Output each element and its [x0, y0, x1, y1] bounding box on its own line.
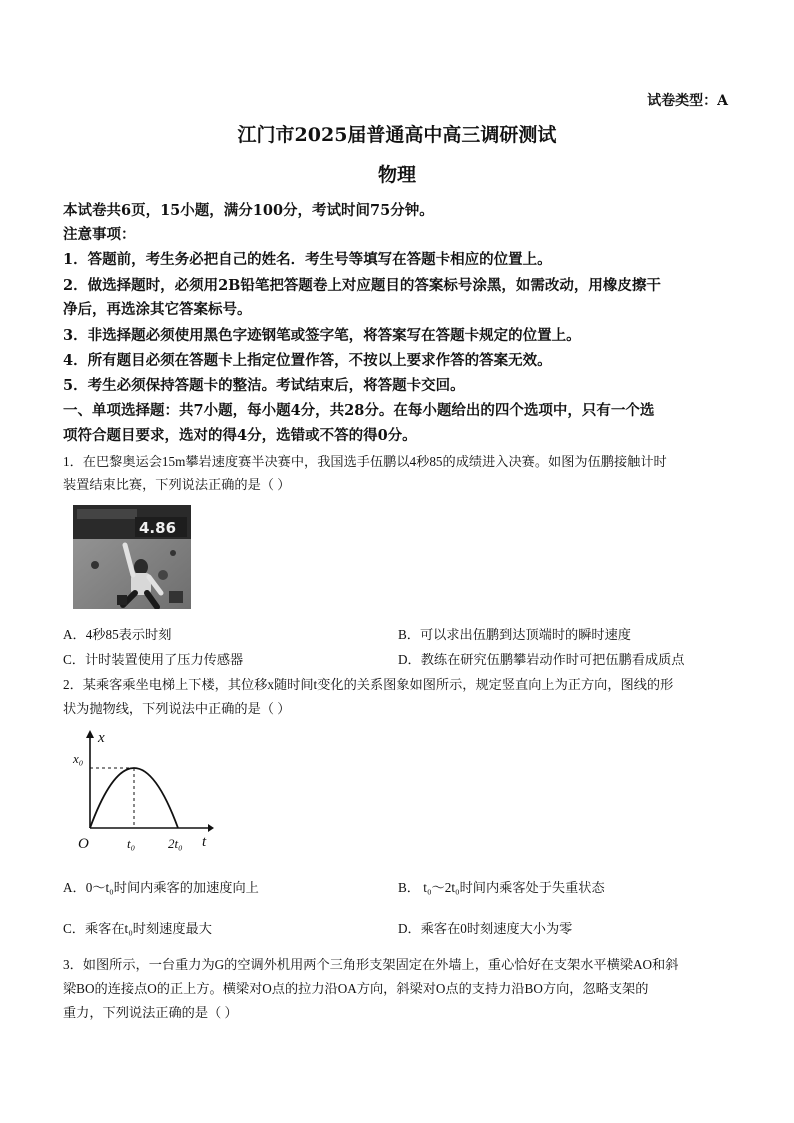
- q1-stem-line2: 装置结束比赛，下列说法正确的是（ ）: [63, 477, 291, 492]
- q2-option-a[interactable]: A．0～t₀时间内乘客的加速度向上: [63, 880, 259, 895]
- q2-stem-line2: 状为抛物线，下列说法中正确的是（ ）: [63, 701, 291, 716]
- q2-option-b[interactable]: B． t₀～2t₀时间内乘客处于失重状态: [398, 880, 605, 895]
- note-item: 4．所有题目必须在答题卡上指定位置作答，不按以上要求作答的答案无效。: [63, 352, 552, 369]
- x-axis-arrow-icon: [86, 730, 94, 738]
- exam-title: 江门市2025届普通高中高三调研测试: [237, 124, 557, 146]
- section-heading-line1: 一、单项选择题：共7小题，每小题4分，共28分。在每小题给出的四个选项中，只有一个选: [63, 402, 655, 419]
- note-item: 5．考生必须保持答题卡的整洁。考试结束后，将答题卡交回。: [63, 377, 465, 394]
- graph-x-axis-label: t: [202, 834, 207, 850]
- exam-intro: 本试卷共6页，15小题，满分100分，考试时间75分钟。: [63, 202, 434, 219]
- q3-stem-line2: 梁BO的连接点O的正上方。横梁对O点的拉力沿OA方向，斜梁对O点的支持力沿BO方向，忽略支架的: [63, 981, 649, 996]
- q2-stem-line1: 2．某乘客乘坐电梯上下楼，其位移x随时间t变化的关系图象如图所示，规定竖直向上为正方向，图线的形: [63, 677, 674, 692]
- graph-t0-tick: t₀: [127, 836, 136, 851]
- q1-climber-photo: [73, 505, 191, 609]
- graph-y-axis-label: x: [98, 730, 105, 746]
- q2-displacement-time-graph: [72, 728, 214, 854]
- note-item: 2．做选择题时，必须用2B铅笔把答题卷上对应题目的答案标号涂黑，如需改动，用橡皮擦干: [63, 277, 661, 294]
- q1-stem-line1: 1．在巴黎奥运会15m攀岩速度赛半决赛中，我国选手伍鹏以4秒85的成绩进入决赛。如图为伍鹏接触计时: [63, 454, 667, 469]
- t-axis-arrow-icon: [208, 824, 214, 832]
- q1-option-b[interactable]: B．可以求出伍鹏到达顶端时的瞬时速度: [398, 627, 631, 642]
- q3-stem-line1: 3．如图所示，一台重力为G的空调外机用两个三角形支架固定在外墙上，重心恰好在支架水平横梁AO和斜: [63, 957, 679, 972]
- graph-x0-tick: x₀: [73, 751, 84, 766]
- q3-stem-line3: 重力，下列说法正确的是（ ）: [63, 1005, 238, 1020]
- graph-2t0-tick: 2t₀: [168, 836, 183, 851]
- q2-option-d[interactable]: D．乘客在0时刻速度大小为零: [398, 921, 573, 936]
- q2-option-c[interactable]: C．乘客在t₀时刻速度最大: [63, 921, 212, 936]
- note-item: 3．非选择题必须使用黑色字迹钢笔或签字笔，将答案写在答题卡规定的位置上。: [63, 327, 581, 344]
- paper-type-label: 试卷类型：A: [647, 93, 728, 109]
- climber-photo-graphic: [73, 505, 191, 609]
- xt-graph-svg: [72, 728, 214, 854]
- q1-option-a[interactable]: A．4秒85表示时刻: [63, 627, 172, 642]
- notes-heading: 注意事项：: [63, 226, 136, 243]
- q1-option-d[interactable]: D．教练在研究伍鹏攀岩动作时可把伍鹏看成质点: [398, 652, 685, 667]
- subject-title: 物理: [377, 164, 416, 186]
- note-item: 净后，再选涂其它答案标号。: [63, 301, 252, 318]
- q1-option-c[interactable]: C．计时装置使用了压力传感器: [63, 652, 244, 667]
- section-heading-line2: 项符合题目要求，选对的得4分，选错或不答的得0分。: [63, 427, 417, 444]
- graph-origin-label: O: [78, 836, 89, 852]
- note-item: 1．答题前，考生务必把自己的姓名．考生号等填写在答题卡相应的位置上。: [63, 251, 552, 268]
- timer-board-text: 4.86: [139, 519, 177, 537]
